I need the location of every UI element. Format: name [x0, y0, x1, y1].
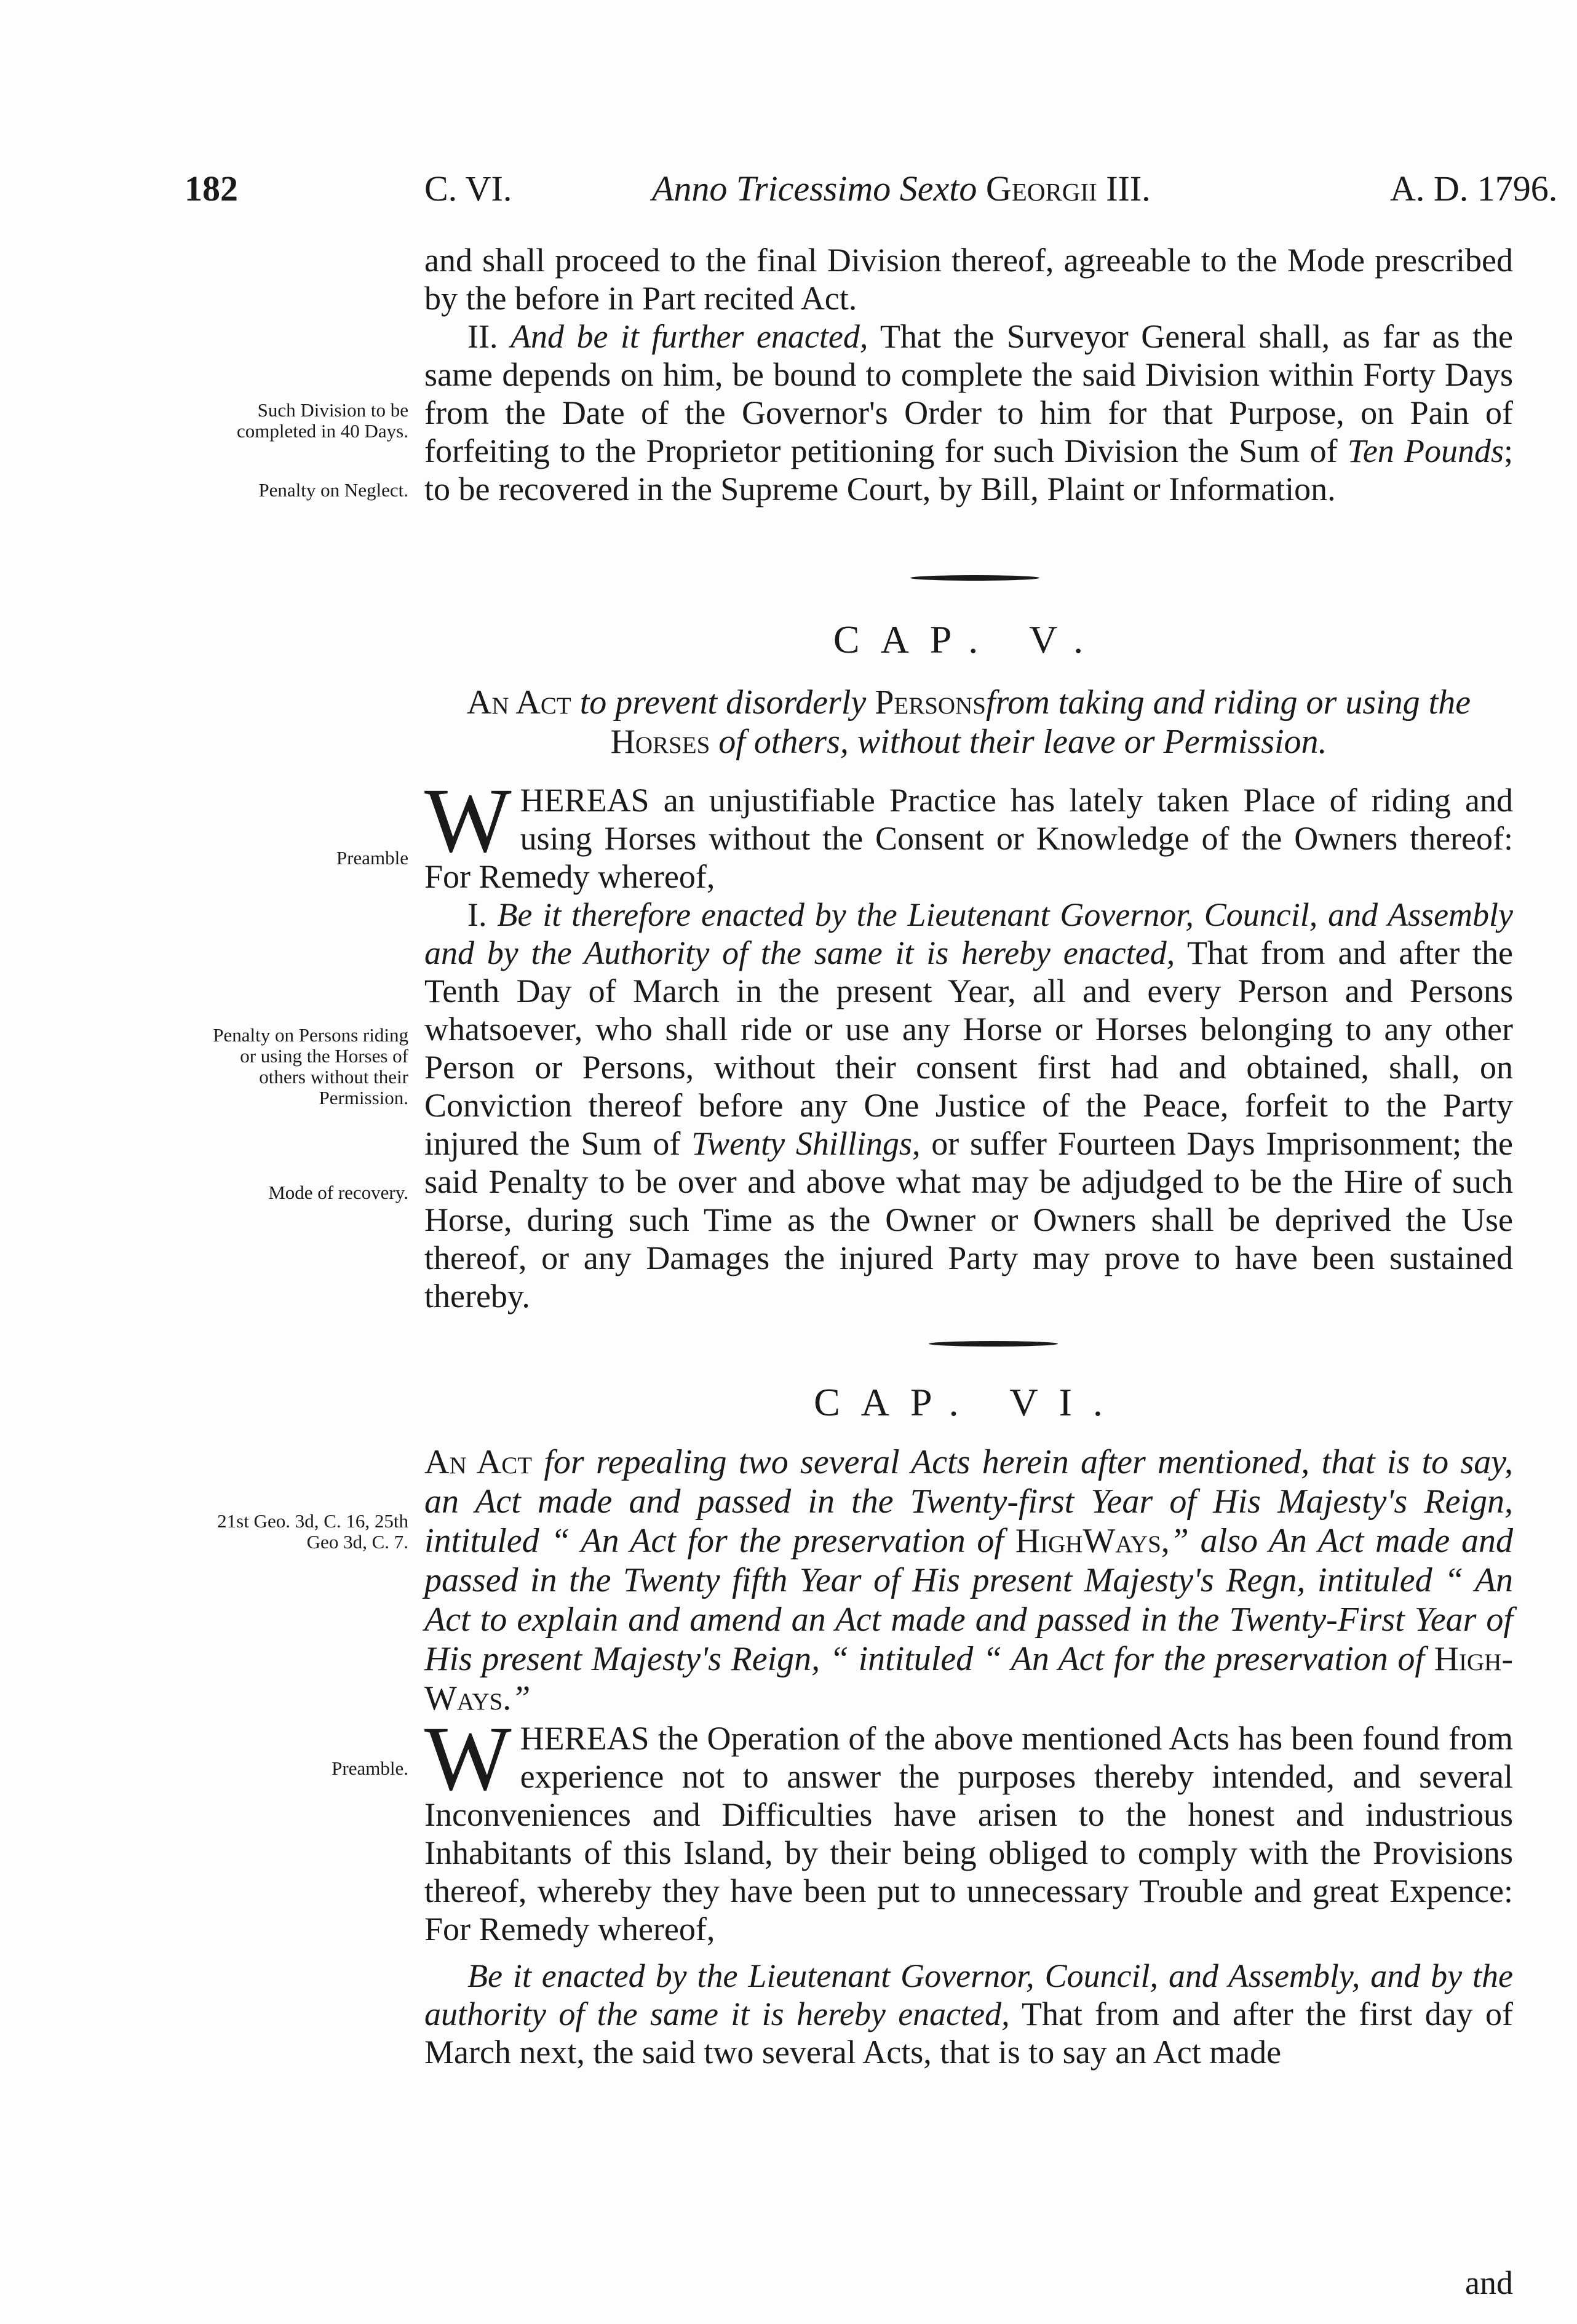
- margin-note-preamble-1: Preamble: [336, 847, 408, 869]
- running-year: A. D. 1796.: [1390, 169, 1558, 209]
- cap-5-title-d: from taking and riding or using the: [985, 683, 1471, 722]
- cap-6-title-b: for repealing two several Acts herein after mentioned, that is to say, an Act made and passed in the Twenty-first Year of His Majesty's Reign, intituled “ An Act for the preservation of: [424, 1443, 1514, 1560]
- cap-6-heading: CAP. VI.: [814, 1380, 1124, 1424]
- cap-5-section-1-number: I.: [467, 896, 487, 933]
- running-title: [652, 167, 1151, 210]
- margin-note-penalty-persons: Penalty on Persons riding or using the Horses of others without their Permission.: [213, 1024, 408, 1108]
- cap-6-enacting-clause: Be it enacted by the Lieutenant Governor, Council, and Assembly, and by the authority of the same it is hereby enacted,: [424, 1957, 1513, 2032]
- cap-5-title-b: to prevent disorderly: [571, 683, 875, 722]
- cap-5-title: [424, 683, 1513, 762]
- cap-6-enactment: [424, 1957, 1513, 2071]
- cap-5-heading: CAP. V.: [833, 618, 1105, 661]
- chapter-divider-rule: [910, 575, 1039, 581]
- cap-5-dropcap: W: [424, 770, 512, 872]
- cap-6-title: [424, 1443, 1513, 1718]
- cap-5-title-e: Horses: [610, 723, 710, 761]
- cap-6-preamble-text: HEREAS the Operation of the above mentioned Acts has been found from experience not to answer the purposes thereby intended, and several Inconveniences and Difficulties have arisen to the honest and industrious Inhabitants of this Island, by their being obliged to comply with the Provisions thereof, whereby they have been put to unnecessary Trouble and great Expence: For Remedy whereof,: [424, 1720, 1513, 1948]
- cap-6-preamble: [424, 1708, 1513, 1948]
- running-title-italic: Anno Tricessimo Sexto: [652, 169, 977, 209]
- cap-5-section-1: [424, 896, 1513, 1315]
- running-chapter: C. VI.: [424, 169, 512, 209]
- cap-6-title-a: An Act: [424, 1443, 533, 1481]
- margin-note-mode-recovery: Mode of recovery.: [268, 1182, 408, 1203]
- section-2-enacting-clause: And be it further enacted,: [510, 318, 868, 355]
- cap-6-title-c: HighWays,: [1015, 1522, 1170, 1560]
- cap-5-amount: Twenty Shillings: [691, 1125, 912, 1162]
- catchword: and: [1465, 2264, 1513, 2301]
- cap-6-dropcap: W: [424, 1708, 512, 1810]
- cap-5-enacting-clause: Be it therefore enacted by the Lieutenant Governor, Council, and Assembly and by the Authority of the same it is hereby enacted,: [424, 896, 1514, 971]
- section-2-number: II.: [467, 318, 498, 355]
- cap-6-text: [424, 1708, 1513, 2071]
- section-2-body-a: That the Surveyor General shall, as far as the same depends on him, be bound to complete the said Division within Forty Days from the Date of the Governor's Order to him for that Purpose, on Pain of forfeiting to the Proprietor petitioning for such Division the Sum of: [424, 318, 1513, 469]
- margin-note-division: Such Division to be completed in 40 Days.: [237, 399, 408, 442]
- cap-5-preamble-text: HEREAS an unjustifiable Practice has lately taken Place of riding and using Horses without the Consent or Knowledge of the Owners thereof: For Remedy whereof,: [424, 782, 1513, 895]
- cap-5-title-a: An Act: [466, 683, 571, 722]
- section-2: [424, 317, 1513, 508]
- cap-5-text: [424, 770, 1514, 1315]
- page-number: 182: [185, 169, 238, 209]
- running-title-king: Georgii III.: [985, 169, 1151, 209]
- margin-note-acts-reference: 21st Geo. 3d, C. 16, 25th Geo 3d, C. 7.: [217, 1510, 408, 1553]
- cap-5-title-f: of others, without their leave or Permission.: [710, 723, 1327, 761]
- section-2-body-b: ; to be recovered in the Supreme Court, by Bill, Plaint or Information.: [424, 432, 1514, 507]
- section-2-amount: Ten Pounds: [1347, 432, 1504, 469]
- margin-note-preamble-2: Preamble.: [332, 1757, 408, 1779]
- margin-note-penalty-neglect: Penalty on Neglect.: [258, 479, 408, 501]
- cap-5-body-a: That from and after the Tenth Day of March in the present Year, all and every Person and Persons whatsoever, who shall ride or use any Horse or Horses belonging to any other Person or Persons, without their consent first had and obtained, shall, on Conviction thereof before any One Justice of the Peace, forfeit to the Party injured the Sum of: [424, 934, 1513, 1162]
- cap-6-title-e: High-Ways.: [424, 1640, 1513, 1717]
- cap-5-title-c: Persons: [875, 683, 986, 722]
- continuation-text: [424, 241, 1513, 508]
- cap-6-title-d: ” also An Act made and passed in the Twenty fifth Year of His present Majesty's Regn, intituled “ An Act to explain and amend an Act made and passed in the Twenty-First Year of His present Majesty's Reign, “ intituled “ An Act for the preservation of: [424, 1522, 1514, 1678]
- continuation-paragraph: and shall proceed to the final Division thereof, agreeable to the Mode prescribed by the before in Part recited Act.: [424, 242, 1513, 317]
- cap-5-preamble: [424, 770, 1513, 896]
- cap-6-title-f: ”: [511, 1679, 531, 1717]
- cap-5-body-b: , or suffer Fourteen Days Imprisonment; the said Penalty to be over and above what may be adjudged to be the Hire of such Horse, during such Time as the Owner or Owners shall be deprived the Use thereof, or any Damages the injured Party may prove to have been sustained thereby.: [424, 1125, 1513, 1315]
- cap-6-body: That from and after the first day of March next, the said two several Acts, that is to say an Act made: [424, 1996, 1513, 2071]
- chapter-divider-rule-2: [929, 1341, 1058, 1347]
